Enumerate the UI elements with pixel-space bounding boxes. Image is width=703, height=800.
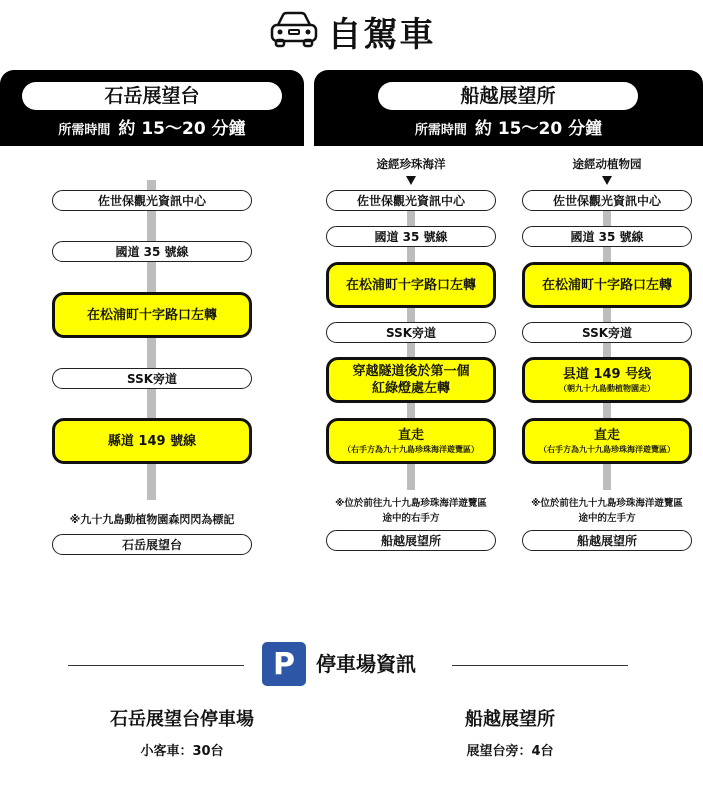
down-arrow-icon [406,176,416,185]
divider-line [68,665,244,666]
route-step: 佐世保觀光資訊中心 [326,190,496,211]
parking-lot-capacity: 展望台旁：4台 [466,744,554,759]
divider-line [452,665,628,666]
route-b-via: 途經动植物园 [572,157,642,171]
tunnel-line-2: 紅綠燈處左轉 [371,381,450,396]
route-step: 佐世保觀光資訊中心 [522,190,692,211]
route-step: 國道 35 號線 [326,226,496,247]
parking-lot-capacity: 小客車：30台 [140,744,224,759]
straight-text: 直走 [593,427,620,443]
route-note: ※九十九島動植物園森閃閃為標記 [69,513,235,526]
route-road-text: 縣道 149 號線 [107,433,197,449]
route-turn-highlight [52,292,252,338]
page-title [0,8,703,54]
straight-text: 直走 [397,427,424,443]
route-note [316,496,506,526]
route-note [512,496,702,526]
route-a-via: 途經珍珠海洋 [376,157,446,171]
route-destination: 石岳展望台 [52,534,252,555]
road-text: 县道 149 号线 [562,366,652,382]
parking-icon: P [262,642,306,686]
duration-value: 約 15～20 分鐘 [118,119,246,139]
route-straight-highlight [522,418,692,464]
down-arrow-icon [602,176,612,185]
parking-title: 停車場資訊 [316,652,416,676]
parking-lot-name: 船越展望所 [465,709,555,730]
straight-subtext: （右手方為九十九島珍珠海洋遊覽區） [343,444,479,454]
road-subtext: （朝九十九島動植物園走） [559,383,655,393]
left-duration [0,116,304,144]
route-straight-highlight [326,418,496,464]
duration-value: 約 15～20 分鐘 [474,119,603,139]
route-turn-text: 在松浦町十字路口左轉 [86,307,217,323]
route-turn-highlight [326,262,496,308]
car-icon [268,9,320,53]
parking-lot-name: 石岳展望台停車場 [110,709,254,730]
route-step: SSK旁道 [52,368,252,389]
route-tunnel-highlight [326,357,496,403]
route-step: SSK旁道 [522,322,692,343]
right-destination-title: 船越展望所 [378,82,638,110]
route-step: 國道 35 號線 [522,226,692,247]
title-text: 自駕車 [327,14,436,55]
route-step: 國道 35 號線 [52,241,252,262]
note-line-1: ※位於前往九十九島珍珠海洋遊覽區 [531,498,683,509]
note-line-2: 途中的左手方 [578,513,636,524]
straight-subtext: （右手方為九十九島珍珠海洋遊覽區） [539,444,675,454]
route-step: SSK旁道 [326,322,496,343]
tunnel-line-1: 穿越隧道後於第一個 [352,364,470,379]
route-destination: 船越展望所 [326,530,496,551]
left-destination-title: 石岳展望台 [22,82,282,110]
route-turn-text: 在松浦町十字路口左轉 [345,277,476,293]
route-step: 佐世保觀光資訊中心 [52,190,252,211]
duration-label: 所需時間 [58,123,111,138]
note-line-2: 途中的右手方 [382,513,440,524]
route-road-highlight [52,418,252,464]
route-turn-text: 在松浦町十字路口左轉 [541,277,672,293]
route-turn-highlight [522,262,692,308]
route-destination: 船越展望所 [522,530,692,551]
right-duration [314,116,703,144]
route-road-highlight [522,357,692,403]
duration-label: 所需時間 [414,123,467,138]
note-line-1: ※位於前往九十九島珍珠海洋遊覽區 [335,498,487,509]
